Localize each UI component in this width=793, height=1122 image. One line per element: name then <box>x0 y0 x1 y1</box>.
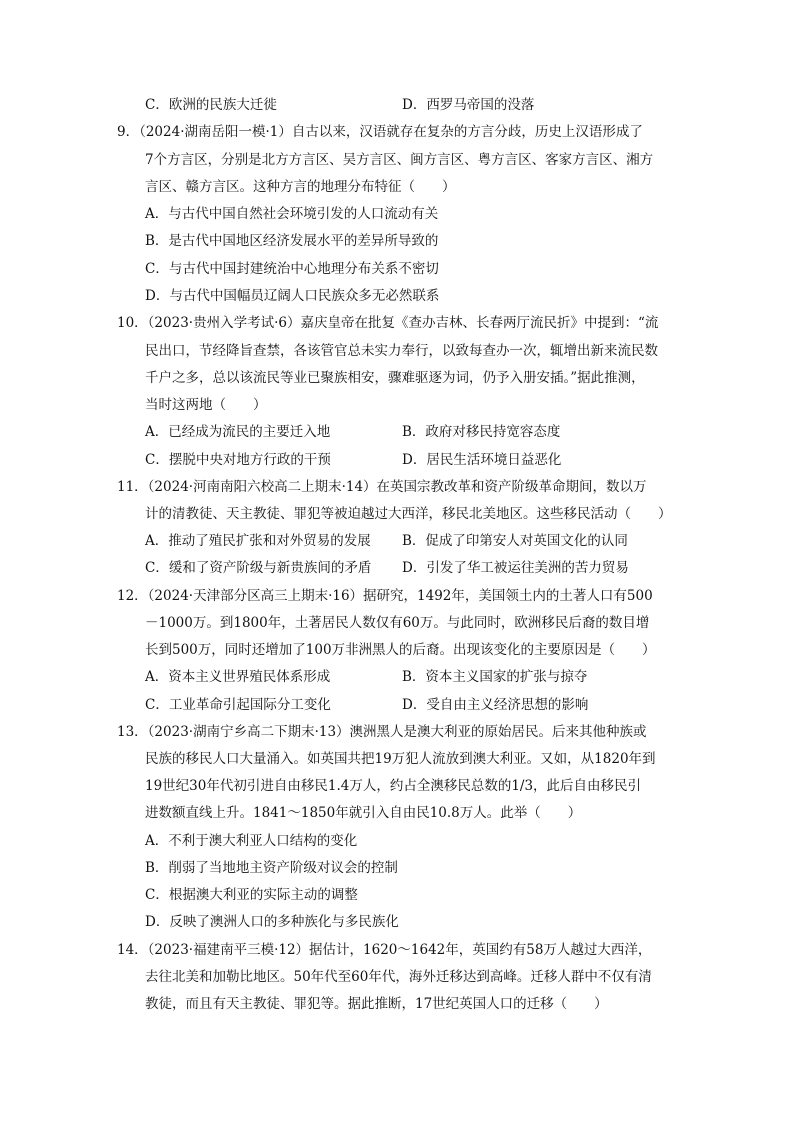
q13-stem-line-3: 19世纪30年代初引进自由移民1.4万人，约占全澳移民总数的1/3，此后自由移民引 <box>145 778 642 794</box>
q10-stem-line-4: 当时这两地（ ） <box>145 397 267 413</box>
q12-stem-line-3: 长到500万，同时还增加了100万非洲黑人的后裔。出现该变化的主要原因是（ ） <box>145 642 656 658</box>
q8-option-c: C．欧洲的民族大迁徙 <box>145 97 277 113</box>
q11-option-c: C．缓和了资产阶级与新贵族间的矛盾 <box>145 560 372 576</box>
q14-stem-line-3: 教徒，而且有天主教徒、罪犯等。据此推断，17世纪英国人口的迁移（ ） <box>145 996 608 1012</box>
q11-stem-line-1: 11．（2024·河南南阳六校高二上期末·14）在英国宗教改革和资产阶级革命期间，数以万 <box>117 479 647 495</box>
q11-option-b: B．促成了印第安人对英国文化的认同 <box>402 533 628 549</box>
q12-option-a: A．资本主义世界殖民体系形成 <box>145 669 331 685</box>
q10-option-c: C．摆脱中央对地方行政的干预 <box>145 452 331 468</box>
q11-option-a: A．推动了殖民扩张和对外贸易的发展 <box>145 533 371 549</box>
q9-option-c: C．与古代中国封建统治中心地理分布关系不密切 <box>145 261 439 277</box>
q10-option-d: D．居民生活环境日益恶化 <box>402 452 562 468</box>
q13-stem-line-1: 13．（2023·湖南宁乡高二下期末·13）澳洲黑人是澳大利亚的原始居民。后来其他种族或 <box>117 724 647 740</box>
q12-option-d: D．受自由主义经济思想的影响 <box>402 697 589 713</box>
q9-stem-line-2: 7个方言区，分别是北方方言区、吴方言区、闽方言区、粤方言区、客家方言区、湘方 <box>145 152 654 168</box>
q11-stem-line-2: 计的清教徒、天主教徒、罪犯等被迫越过大西洋，移民北美地区。这些移民活动（ ） <box>145 506 672 522</box>
q10-stem-line-1: 10．（2023·贵州入学考试·6）嘉庆皇帝在批复《查办吉林、长春两厅流民折》中提到：“流 <box>117 315 659 331</box>
q9-stem-line-1: 9．（2024·湖南岳阳一模·1）自古以来，汉语就存在复杂的方言分歧，历史上汉语形成了 <box>117 124 643 140</box>
q10-option-b: B．政府对移民持宽容态度 <box>402 424 561 440</box>
q9-option-b: B．是古代中国地区经济发展水平的差异所导致的 <box>145 233 439 249</box>
q10-stem-line-3: 千户之多，总以该流民等业已聚族相安，骤难驱逐为词，仍予入册安插。”据此推测， <box>145 370 645 386</box>
q12-option-b: B．资本主义国家的扩张与掠夺 <box>402 669 588 685</box>
q13-option-b: B．削弱了当地地主资产阶级对议会的控制 <box>145 860 398 876</box>
q13-option-c: C．根据澳大利亚的实际主动的调整 <box>145 887 358 903</box>
q13-option-a: A．不利于澳大利亚人口结构的变化 <box>145 833 358 849</box>
q10-stem-line-2: 民出口，节经降旨查禁，各该管官总未实力奉行，以致每查办一次，辄增出新来流民数 <box>145 343 658 359</box>
q13-stem-line-2: 民族的移民人口大量涌入。如英国共把19万犯人流放到澳大利亚。又如，从1820年到 <box>145 751 656 767</box>
q10-option-a: A．已经成为流民的主要迁入地 <box>145 424 331 440</box>
q11-option-d: D．引发了华工被运往美洲的苦力贸易 <box>402 560 629 576</box>
q12-stem-line-1: 12．（2024·天津部分区高三上期末·16）据研究，1492年，美国领土内的土著人口有500 <box>117 588 653 604</box>
q9-option-d: D．与古代中国幅员辽阔人口民族众多无必然联系 <box>145 288 440 304</box>
q9-option-a: A．与古代中国自然社会环境引发的人口流动有关 <box>145 206 439 222</box>
q8-option-d: D．西罗马帝国的没落 <box>402 97 535 113</box>
q9-stem-line-3: 言区、赣方言区。这种方言的地理分布特征（ ） <box>145 179 456 195</box>
q14-stem-line-1: 14．（2023·福建南平三模·12）据估计，1620～1642年，英国约有58万人越过大西洋， <box>117 942 652 958</box>
q14-stem-line-2: 去往北美和加勒比地区。50年代至60年代，海外迁移达到高峰。迁移人群中不仅有清 <box>145 969 652 985</box>
q13-stem-line-4: 进数额直线上升。1841～1850年就引入自由民10.8万人。此举（ ） <box>145 805 582 821</box>
q12-option-c: C．工业革命引起国际分工变化 <box>145 697 331 713</box>
q12-stem-line-2: －1000万。到1800年，土著居民人数仅有60万。与此同时，欧洲移民后裔的数目增 <box>145 615 650 631</box>
q13-option-d: D．反映了澳洲人口的多种族化与多民族化 <box>145 914 399 930</box>
